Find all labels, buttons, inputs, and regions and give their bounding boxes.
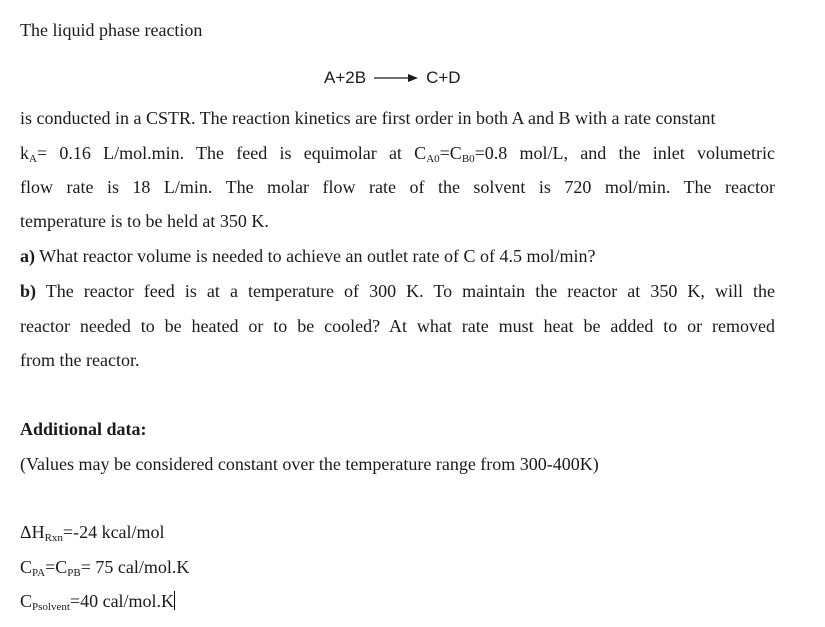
question-b-line-2: reactor needed to be heated or to be cooled? At what rate must heat be added to or removed [20, 316, 775, 336]
additional-note: (Values may be considered constant over the temperature range from 300-400K) [20, 454, 599, 474]
question-b-line-3: from the reactor. [20, 350, 140, 370]
reaction-equation [324, 68, 461, 88]
question-a: a) What reactor volume is needed to achieve an outlet rate of C of 4.5 mol/min? [20, 246, 596, 266]
intro-text: The liquid phase reaction [20, 20, 203, 40]
reactants: A+2B [324, 68, 367, 87]
heat-capacity-ab: $C_{PA}=C_{PB}= 75$ cal/mol.K [20, 557, 190, 579]
products: C+D [426, 68, 461, 87]
additional-title: Additional data: [20, 419, 147, 439]
paragraph-line-2: $k_A= 0.16$ L/mol.min. The feed is equimolar at $C_{A0}=C_{B0}=0.8$ mol/L, and the inlet volumetric [20, 143, 775, 165]
text-cursor [174, 591, 175, 610]
paragraph-line-4: temperature is to be held at 350 K. [20, 211, 269, 231]
paragraph-line-3: flow rate is 18 L/min. The molar flow rate of the solvent is 720 mol/min. The reactor [20, 177, 775, 197]
delta-h-rxn: $\Delta H_{Rxn}=-24$ kcal/mol [20, 522, 165, 544]
arrow-icon [374, 73, 418, 83]
paragraph-line-1: is conducted in a CSTR. The reaction kinetics are first order in both A and B with a rate constant [20, 108, 716, 128]
heat-capacity-solvent[interactable]: $C_{Psolvent}=40$ cal/mol.K [20, 591, 175, 613]
question-b: b) The reactor feed is at a temperature of 300 K. To maintain the reactor at 350 K, will the [20, 281, 775, 301]
